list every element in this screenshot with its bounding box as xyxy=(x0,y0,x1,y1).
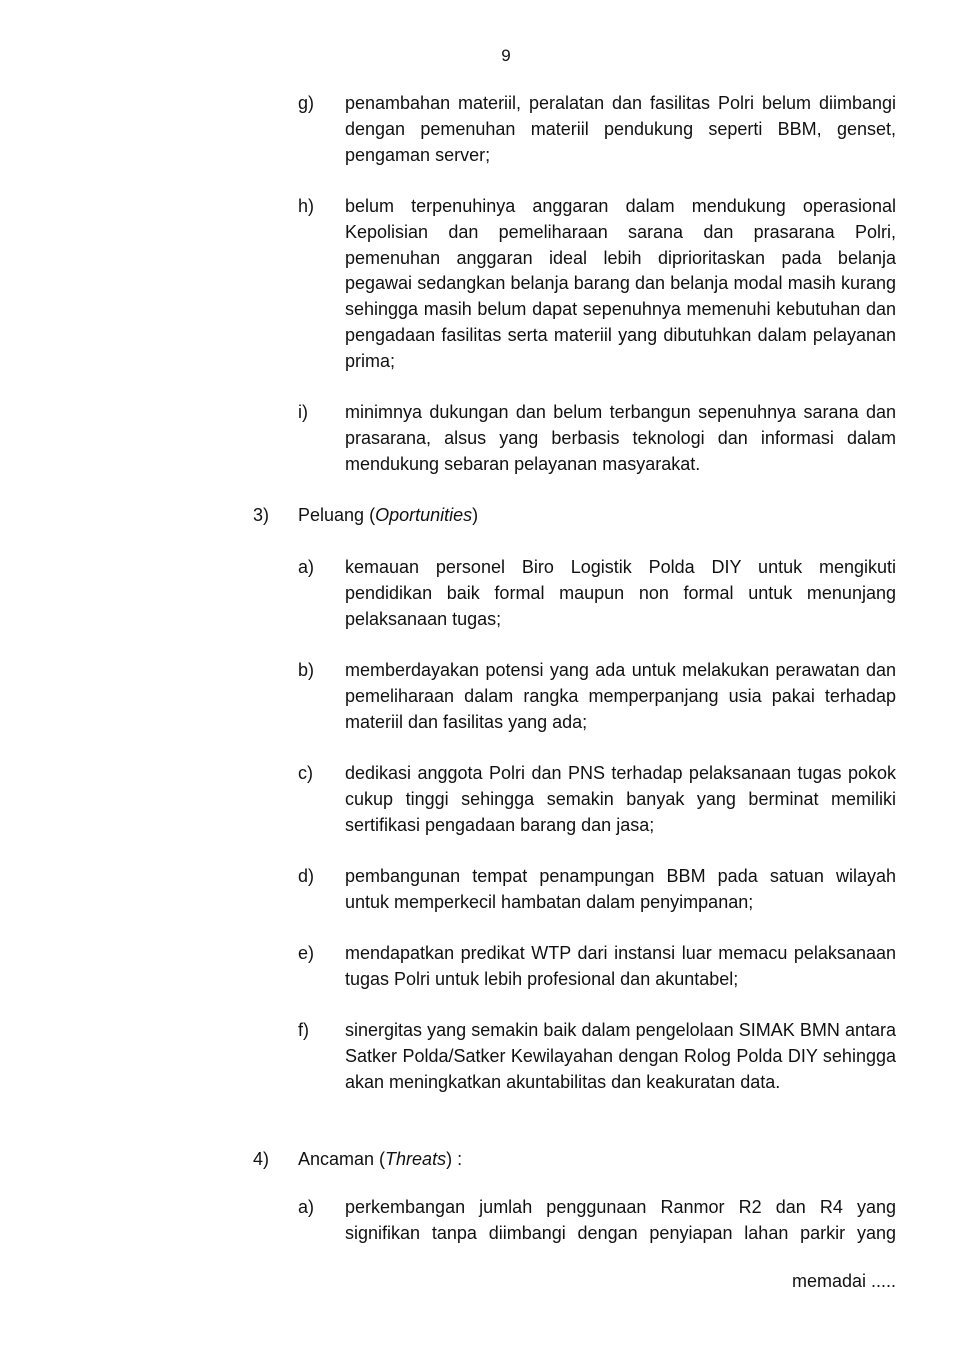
list-item-text: kemauan personel Biro Logistik Polda DIY untuk mengikuti pendidikan baik formal maupun non formal untuk menunjang pelaksanaan tugas; xyxy=(345,557,896,629)
list-marker: e) xyxy=(298,943,315,963)
list-marker: d) xyxy=(298,866,315,886)
list-marker: f) xyxy=(298,1020,309,1040)
list-item-text: pembangunan tempat penampungan BBM pada satuan wilayah untuk memperkecil hambatan dalam penyimpanan; xyxy=(345,866,896,912)
paren-open: ( xyxy=(374,1149,386,1169)
paren-close: ) xyxy=(472,505,479,525)
list-marker: a) xyxy=(298,557,315,577)
list-item-text: dedikasi anggota Polri dan PNS terhadap pelaksanaan tugas pokok cukup tinggi sehingga semakin banyak yang berminat memiliki sertifikasi pengadaan barang dan jasa; xyxy=(345,763,896,835)
list-item-text: memberdayakan potensi yang ada untuk melakukan perawatan dan pemeliharaan dalam rangka memperpanjang usia pakai terhadap materiil dan fasilitas yang ada; xyxy=(345,660,896,732)
section-number: 3) xyxy=(253,505,270,525)
section-title-italic: Threats xyxy=(385,1149,447,1169)
list-item-text: perkembangan jumlah penggunaan Ranmor R2 dan R4 yang signifikan tanpa diimbangi dengan penyiapan lahan parkir yang xyxy=(345,1197,896,1243)
section-title-main: Ancaman xyxy=(298,1149,375,1169)
paren-close: ) : xyxy=(446,1149,463,1169)
list-item-text: belum terpenuhinya anggaran dalam mendukung operasional Kepolisian dan pemeliharaan sarana dan prasarana Polri, pemenuhan anggaran ideal lebih diprioritaskan pada belanja pegawai sedangkan belanja barang dan belanja modal masih kurang sehingga masih belum dapat sepenuhnya memenuhi kebutuhan dan pengadaan fasilitas serta materiil yang dibutuhkan dalam pelayanan prima; xyxy=(345,196,896,371)
list-marker: b) xyxy=(298,660,315,680)
list-marker: a) xyxy=(298,1197,315,1217)
section-title-main: Peluang xyxy=(298,505,365,525)
list-marker: g) xyxy=(298,93,315,113)
list-marker: c) xyxy=(298,763,313,783)
section-title-italic: Oportunities xyxy=(375,505,473,525)
list-item-text: penambahan materiil, peralatan dan fasilitas Polri belum diimbangi dengan pemenuhan materiil pendukung seperti BBM, genset, pengaman server; xyxy=(345,93,896,165)
page-number: 9 xyxy=(501,46,511,65)
list-item-text: sinergitas yang semakin baik dalam pengelolaan SIMAK BMN antara Satker Polda/Satker Kewilayahan dengan Rolog Polda DIY sehingga akan meningkatkan akuntabilitas dan keakuratan data. xyxy=(345,1020,896,1092)
list-item-text: mendapatkan predikat WTP dari instansi luar memacu pelaksanaan tugas Polri untuk lebih profesional dan akuntabel; xyxy=(345,943,896,989)
paren-open: ( xyxy=(364,505,376,525)
section-number: 4) xyxy=(253,1149,270,1169)
list-marker: i) xyxy=(298,402,308,422)
continuation-note: memadai ..... xyxy=(791,1271,896,1291)
list-item-text: minimnya dukungan dan belum terbangun sepenuhnya sarana dan prasarana, alsus yang berbasis teknologi dan informasi dalam mendukung sebaran pelayanan masyarakat. xyxy=(345,402,896,474)
list-marker: h) xyxy=(298,196,315,216)
section-title xyxy=(298,1147,896,1173)
section-title xyxy=(298,503,896,529)
